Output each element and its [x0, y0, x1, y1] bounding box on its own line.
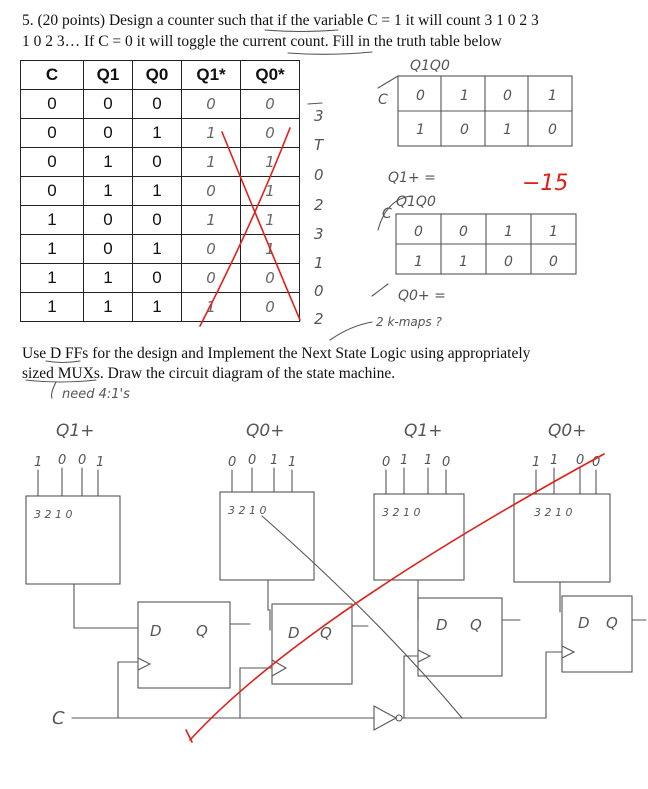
- truth-table-header-row: [21, 61, 300, 90]
- dff-3: [418, 598, 502, 676]
- mux-3-output-label: Q1+: [404, 421, 443, 441]
- cell-q1-next: 0: [182, 235, 241, 264]
- state-column: [314, 107, 325, 328]
- mux-2-select-label: 3 2 1 0: [228, 504, 267, 517]
- mux-1-select-label: 3 2 1 0: [34, 508, 73, 521]
- instruction-text: [22, 344, 622, 384]
- c-input-label: C: [52, 708, 65, 729]
- cell-q0-next: 0: [241, 119, 300, 148]
- kmap2-cell: 1: [549, 224, 558, 240]
- kmap2-arrow: [372, 284, 388, 296]
- mux-input: 0: [248, 453, 257, 468]
- cell-q1: 1: [84, 264, 133, 293]
- state-label: 0: [314, 166, 324, 184]
- dff-4-d: D: [578, 614, 590, 632]
- header-q1: Q1: [84, 61, 133, 90]
- kmap1-header: Q1Q0: [410, 58, 450, 74]
- mux-4-select-label: 3 2 1 0: [534, 506, 573, 519]
- kmap1-corner: [378, 76, 398, 88]
- mux-input: 0: [576, 453, 585, 468]
- cell-q0-next: 1: [241, 235, 300, 264]
- table-row: [21, 235, 300, 264]
- instruction-line-2: sized MUXs. Draw the circuit diagram of the state machine.: [22, 365, 396, 382]
- cell-c: 0: [21, 177, 84, 206]
- kmap-note-swash: [330, 322, 372, 340]
- kmap-note: 2 k-maps ?: [376, 315, 442, 329]
- cell-q1: 0: [84, 206, 133, 235]
- state-label: 2: [314, 310, 324, 328]
- cell-q0: 0: [133, 264, 182, 293]
- table-row: [21, 264, 300, 293]
- cell-q0: 0: [133, 90, 182, 119]
- cell-q1-next: 0: [182, 264, 241, 293]
- mux-input: 1: [400, 453, 409, 468]
- state-label: 3: [314, 107, 324, 125]
- mux-input: 1: [288, 455, 297, 470]
- dff-2: [272, 604, 352, 684]
- cell-q0: 1: [133, 293, 182, 322]
- state-label: 0: [314, 282, 324, 300]
- kmap1-grid: [398, 76, 572, 146]
- grader-cross-tail: [186, 730, 192, 742]
- table-row: [21, 148, 300, 177]
- state-label: 1: [314, 254, 324, 272]
- kmap2-var: C: [382, 206, 392, 222]
- dff-4-q: Q: [606, 614, 618, 632]
- cell-q1: 0: [84, 90, 133, 119]
- mux-input: 0: [58, 453, 67, 468]
- need-note-hook: [52, 382, 57, 398]
- dff-1-q: Q: [196, 622, 208, 640]
- mux-3: [374, 494, 464, 580]
- dff-1-d: D: [150, 622, 162, 640]
- state-label: 2: [314, 196, 324, 214]
- table-row: [21, 177, 300, 206]
- dff-2-clock: [272, 660, 286, 676]
- kmap2-cell: 1: [504, 224, 513, 240]
- kmap1-cell: 1: [416, 122, 425, 138]
- kmap2-cell: 1: [459, 254, 468, 270]
- table-row: [21, 90, 300, 119]
- instruction-line-1: Use D FFs for the design and Implement the Next State Logic using appropriately: [22, 345, 531, 362]
- kmap1-equation: Q1+ =: [388, 170, 436, 186]
- cell-q1-next: 1: [182, 119, 241, 148]
- kmap1-cell: 1: [460, 88, 469, 104]
- cell-c: 1: [21, 264, 84, 293]
- kmap2-cell: 0: [504, 254, 513, 270]
- mux-input: 0: [592, 455, 601, 470]
- kmap2-cell: 0: [459, 224, 468, 240]
- kmap1-cell: 0: [503, 88, 512, 104]
- dff-1-clock: [138, 658, 150, 670]
- mux-input: 0: [382, 455, 391, 470]
- question-line-1: 5. (20 points) Design a counter such that if the variable C = 1 it will count 3 1 0 2 3: [22, 12, 539, 29]
- cell-q0-next: 0: [241, 264, 300, 293]
- header-c: C: [21, 61, 84, 90]
- mux-1-output-label: Q1+: [56, 421, 95, 441]
- cell-q1: 1: [84, 148, 133, 177]
- cell-q1: 1: [84, 293, 133, 322]
- cell-q0: 1: [133, 119, 182, 148]
- dff-1: [138, 602, 230, 688]
- cell-q1: 1: [84, 177, 133, 206]
- mux-input: 0: [78, 453, 87, 468]
- cell-c: 1: [21, 206, 84, 235]
- kmap1-cell: 0: [548, 122, 557, 138]
- cell-q0: 0: [133, 148, 182, 177]
- question-line-2: 1 0 2 3… If C = 0 it will toggle the current count. Fill in the truth table below: [22, 33, 502, 50]
- kmap1-var: C: [378, 92, 388, 108]
- grader-score: −15: [522, 171, 569, 196]
- cell-c: 1: [21, 235, 84, 264]
- margin-tick: [308, 103, 322, 104]
- strike-line: [262, 516, 462, 718]
- dff-3-d: D: [436, 616, 448, 634]
- cell-c: 0: [21, 90, 84, 119]
- mux-input: 1: [34, 455, 43, 470]
- dff-3-q: Q: [470, 616, 482, 634]
- cell-c: 0: [21, 148, 84, 177]
- cell-q0: 1: [133, 177, 182, 206]
- inverted-c-wire: [402, 652, 546, 718]
- dff-2-q: Q: [320, 624, 332, 642]
- mux-3-inputs: [386, 468, 446, 494]
- table-row: [21, 119, 300, 148]
- kmap1-cell: 1: [503, 122, 512, 138]
- kmap1-cell: 0: [416, 88, 425, 104]
- mux-1-output-wire: [74, 584, 138, 628]
- mux-input: 1: [424, 453, 433, 468]
- inverter-gate: [374, 706, 396, 730]
- dff-2-d: D: [288, 624, 300, 642]
- kmap2-cell: 0: [549, 254, 558, 270]
- state-label: T: [314, 136, 324, 154]
- cell-q1-next: 1: [182, 293, 241, 322]
- truth-table: [20, 60, 300, 322]
- mux-1: [26, 496, 120, 584]
- kmap2-cell: 1: [414, 254, 423, 270]
- mux-2-output-label: Q0+: [246, 421, 285, 441]
- mux-input: 1: [270, 453, 279, 468]
- header-q0-next: Q0*: [241, 61, 300, 90]
- mux-input: 1: [550, 453, 559, 468]
- mux-2-inputs: [232, 468, 292, 492]
- mux-input: 1: [532, 455, 541, 470]
- kmap2-grid: [396, 214, 576, 274]
- kmap1-cell: 0: [460, 122, 469, 138]
- mux-4-output-label: Q0+: [548, 421, 587, 441]
- inverter-bubble: [396, 715, 402, 721]
- header-q1-next: Q1*: [182, 61, 241, 90]
- cell-q1-next: 1: [182, 148, 241, 177]
- cell-q0-next: 1: [241, 148, 300, 177]
- question-text: [22, 10, 622, 52]
- state-label: 3: [314, 225, 324, 243]
- cell-q1-next: 0: [182, 90, 241, 119]
- cell-q0-next: 1: [241, 206, 300, 235]
- cell-c: 0: [21, 119, 84, 148]
- table-row: [21, 293, 300, 322]
- mux-1-inputs: [38, 468, 98, 496]
- cell-q1-next: 0: [182, 177, 241, 206]
- kmap2-equation: Q0+ =: [398, 288, 446, 304]
- mux-2-output-wire: [268, 580, 270, 630]
- cell-q1: 0: [84, 235, 133, 264]
- kmap2-corner: [378, 196, 410, 230]
- cell-q0-next: 0: [241, 293, 300, 322]
- cell-q0-next: 0: [241, 90, 300, 119]
- kmap2-cell: 0: [414, 224, 423, 240]
- need-note: need 4:1's: [62, 387, 130, 402]
- mux-3-select-label: 3 2 1 0: [382, 506, 421, 519]
- cell-q1: 0: [84, 119, 133, 148]
- kmap2-header: Q1Q0: [396, 194, 436, 210]
- cell-c: 1: [21, 293, 84, 322]
- kmap1-cell: 1: [548, 88, 557, 104]
- header-q0: Q0: [133, 61, 182, 90]
- cell-q0: 0: [133, 206, 182, 235]
- dff-4-clock: [562, 646, 574, 658]
- mux-input: 0: [442, 455, 451, 470]
- mux-4: [514, 494, 610, 582]
- mux-input: 0: [228, 455, 237, 470]
- dff-4: [562, 596, 632, 672]
- mux-2: [220, 492, 314, 580]
- mux-input: 1: [96, 455, 105, 470]
- grader-cross-line: [190, 454, 604, 740]
- cell-q0: 1: [133, 235, 182, 264]
- cell-q1-next: 1: [182, 206, 241, 235]
- table-row: [21, 206, 300, 235]
- dff-3-clock: [418, 650, 430, 662]
- mux-4-inputs: [536, 468, 596, 494]
- underline-mark: [288, 52, 372, 54]
- cell-q0-next: 1: [241, 177, 300, 206]
